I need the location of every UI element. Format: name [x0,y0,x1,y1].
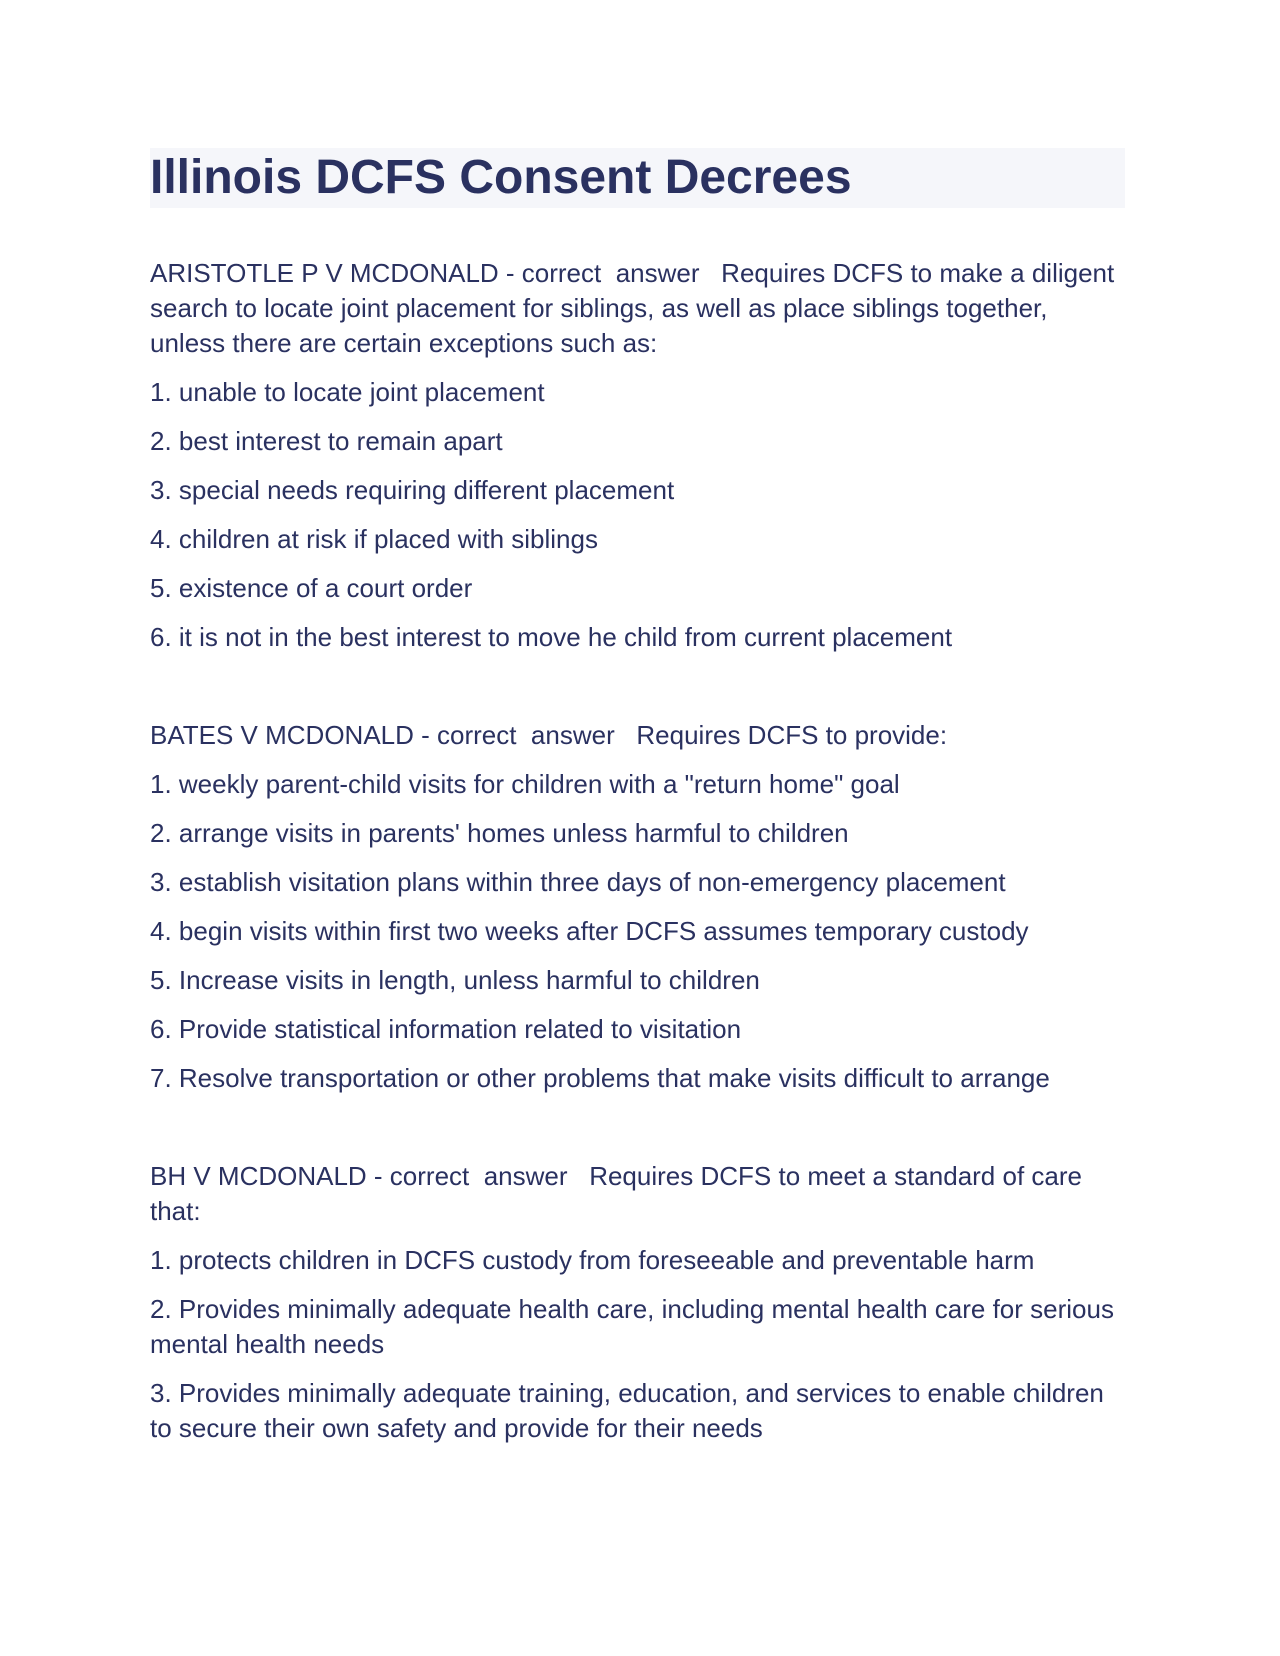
section-bates [150,718,1125,1096]
section-intro: ARISTOTLE P V MCDONALD - correct answer Requires DCFS to make a diligent search to locate joint placement for siblings, as well as place siblings together, unless there are certain exceptions such as: [150,258,1122,358]
section-bh [150,1159,1125,1446]
section-aristotle-p [150,256,1125,655]
list-item: 6. Provide statistical information related to visitation [150,1014,742,1044]
list-item: 3. establish visitation plans within three days of non-emergency placement [150,867,1006,897]
section-intro: BATES V MCDONALD - correct answer Requires DCFS to provide: [150,720,948,750]
section-intro: BH V MCDONALD - correct answer Requires DCFS to meet a standard of care that: [150,1161,1090,1226]
list-item: 5. Increase visits in length, unless harmful to children [150,965,760,995]
list-item: 4. begin visits within first two weeks after DCFS assumes temporary custody [150,916,1029,946]
list-item: 7. Resolve transportation or other problems that make visits difficult to arrange [150,1063,1050,1093]
list-item: 3. special needs requiring different placement [150,475,675,505]
list-item: 2. Provides minimally adequate health care, including mental health care for serious mental health needs [150,1294,1114,1359]
list-item: 2. best interest to remain apart [150,426,503,456]
list-item: 6. it is not in the best interest to move he child from current placement [150,622,953,652]
list-item: 5. existence of a court order [150,573,473,603]
list-item: 2. arrange visits in parents' homes unless harmful to children [150,818,849,848]
document-title: Illinois DCFS Consent Decrees [150,151,852,204]
title-bar [150,148,1125,208]
list-item: 1. protects children in DCFS custody from foreseeable and preventable harm [150,1245,1035,1275]
list-item: 1. unable to locate joint placement [150,377,545,407]
list-item: 3. Provides minimally adequate training, education, and services to enable children to secure their own safety and provide for their needs [150,1378,1104,1443]
list-item: 1. weekly parent-child visits for children with a "return home" goal [150,769,900,799]
document-page [150,148,1125,1446]
list-item: 4. children at risk if placed with siblings [150,524,598,554]
